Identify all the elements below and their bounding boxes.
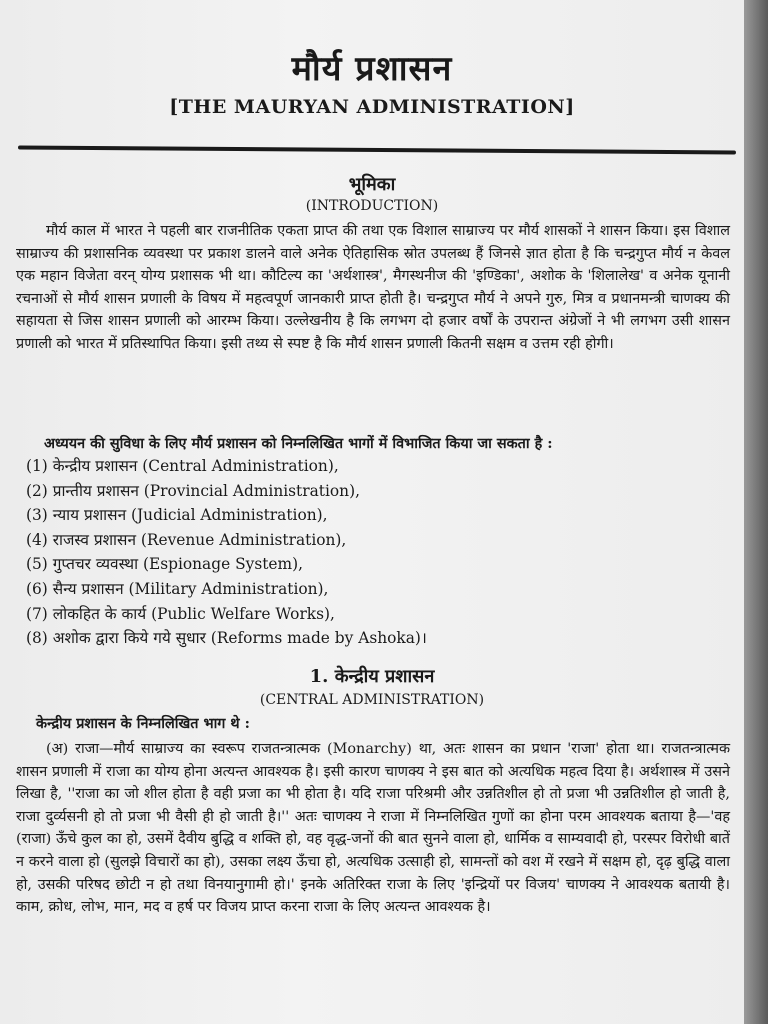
section1-heading-english: (CENTRAL ADMINISTRATION) xyxy=(259,692,485,708)
list-item: (8) अशोक द्वारा किये गये सुधार (Reforms made by Ashoka)। xyxy=(26,629,427,648)
intro-paragraph: मौर्य काल में भारत ने पहली बार राजनीतिक एकता प्राप्त की तथा एक विशाल साम्राज्य पर मौर्य शासकों ने शासन किया। इस विशाल साम्राज्य की प्रशासनिक व्यवस्था पर प्रकाश डालने वाले अनेक ऐतिहासिक स्रोत उपलब्ध हैं जिनसे ज्ञात होता है कि चन्द्रगुप्त मौर्य न केवल एक महान विजेता वरन् योग्य प्रशासक भी था। कौटिल्य का 'अर्थशास्त्र', मैगस्थनीज की 'इण्डिका', अशोक के 'शिलालेख' व अनेक यूनानी रचनाओं से मौर्य शासन प्रणाली के विषय में महत्वपूर्ण जानकारी प्राप्त होती है। चन्द्रगुप्त मौर्य ने अपने गुरु, मित्र व प्रधानमन्त्री चाणक्य की सहायता से जिस शासन प्रणाली को आरम्भ किया। उल्लेखनीय है कि लगभग दो हजार वर्षों के उपरान्त अंग्रेजों ने भी लगभग उसी शासन प्रणाली को भारत में प्रतिस्थापित किया। इसी तथ्य से स्पष्ट है कि मौर्य शासन प्रणाली कितनी सक्षम व उत्तम रही होगी। xyxy=(16,223,730,352)
division-list xyxy=(26,454,726,651)
list-item: (4) राजस्व प्रशासन (Revenue Administration), xyxy=(26,530,347,549)
king-paragraph: (अ) राजा—मौर्य साम्राज्य का स्वरूप राजतन्त्रात्मक (Monarchy) था, अतः शासन का प्रधान 'राजा' होता था। राजतन्त्रात्मक शासन प्रणाली में राजा का योग्य होना अत्यन्त आवश्यक है। इसी कारण चाणक्य ने इस बात को अत्यधिक महत्व दिया है। अर्थशास्त्र में उसने लिखा है, ''राजा का जो शील होता है वही प्रजा का भी होता है। यदि राजा परिश्रमी और उन्नतिशील हो तो प्रजा भी उन्नतिशील हो जाती है, राजा दुर्व्यसनी हो तो प्रजा भी वैसी ही हो जाती है।'' अतः चाणक्य ने राजा में निम्नलिखित गुणों का होना परम आवश्यक बताया है—'वह (राजा) ऊँचे कुल का हो, उसमें दैवीय बुद्धि व शक्ति हो, वह वृद्ध-जनों की बात सुनने वाला हो, धार्मिक व साम्यवादी हो, परस्पर विरोधी बातें न करने वाला हो (सुलझे विचारों का हो), उसका लक्ष्य ऊँचा हो, अत्यधिक उत्साही हो, सामन्तों को वश में रखने में सक्षम हो, दृढ़ बुद्धि वाला हो, उसकी परिषद छोटी न हो तथा विनयानुगामी हो।' इनके अतिरिक्त राजा के लिए 'इन्द्रियों पर विजय' चाणक्य ने आवश्यक बतायी है। काम, क्रोध, लोभ, मान, मद व हर्ष पर विजय प्राप्त करना राजा के लिए अत्यन्त आवश्यक है। xyxy=(16,741,730,916)
list-item: (3) न्याय प्रशासन (Judicial Administration), xyxy=(26,506,328,525)
list-item: (6) सैन्य प्रशासन (Military Administration), xyxy=(26,579,329,598)
list-item: (7) लोकहित के कार्य (Public Welfare Works), xyxy=(26,604,335,623)
list-item: (5) गुप्तचर व्यवस्था (Espionage System), xyxy=(26,555,304,574)
intro-lead: अध्ययन की सुविधा के लिए मौर्य प्रशासन को निम्नलिखित भागों में विभाजित किया जा सकता है : xyxy=(44,435,553,452)
page-title-english: [THE MAURYAN ADMINISTRATION] xyxy=(169,96,575,118)
section1-subheading: केन्द्रीय प्रशासन के निम्नलिखित भाग थे : xyxy=(36,715,250,732)
list-item: (2) प्रान्तीय प्रशासन (Provincial Administration), xyxy=(26,481,360,500)
page-title-hindi: मौर्य प्रशासन xyxy=(291,49,453,89)
page-edge xyxy=(744,0,768,1024)
title-divider xyxy=(18,145,736,154)
intro-heading-hindi: भूमिका xyxy=(348,174,396,195)
section1-heading-hindi: 1. केन्द्रीय प्रशासन xyxy=(309,666,435,687)
list-item: (1) केन्द्रीय प्रशासन (Central Administration), xyxy=(26,457,339,475)
intro-heading-english: (INTRODUCTION) xyxy=(305,198,439,214)
